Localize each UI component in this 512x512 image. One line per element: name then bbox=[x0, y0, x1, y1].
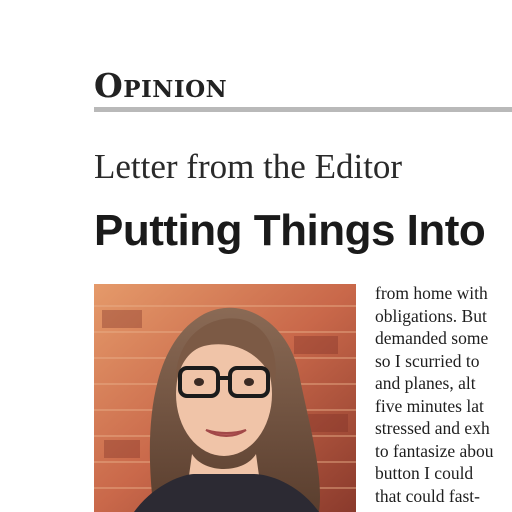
article-kicker: Letter from the Editor bbox=[94, 147, 403, 186]
body-line: from home with bbox=[375, 283, 488, 303]
body-line: button I could bbox=[375, 463, 474, 483]
body-line: to fantasize abou bbox=[375, 440, 494, 461]
editor-photo bbox=[94, 284, 356, 512]
body-line: so I scurried to bbox=[375, 350, 480, 371]
body-line: and planes, alt bbox=[375, 373, 476, 393]
editor-portrait-icon bbox=[94, 284, 356, 512]
body-line: five minutes lat bbox=[375, 395, 484, 416]
body-line: demanded some bbox=[375, 328, 489, 348]
body-line: stressed and exh bbox=[375, 418, 490, 438]
article-body bbox=[375, 282, 512, 507]
body-line: obligations. But bbox=[375, 305, 487, 326]
section-heading: Opinion bbox=[94, 66, 228, 105]
body-line: that could fast- bbox=[375, 485, 480, 506]
article-headline: Putting Things Into bbox=[94, 206, 486, 255]
section-rule bbox=[94, 107, 512, 112]
